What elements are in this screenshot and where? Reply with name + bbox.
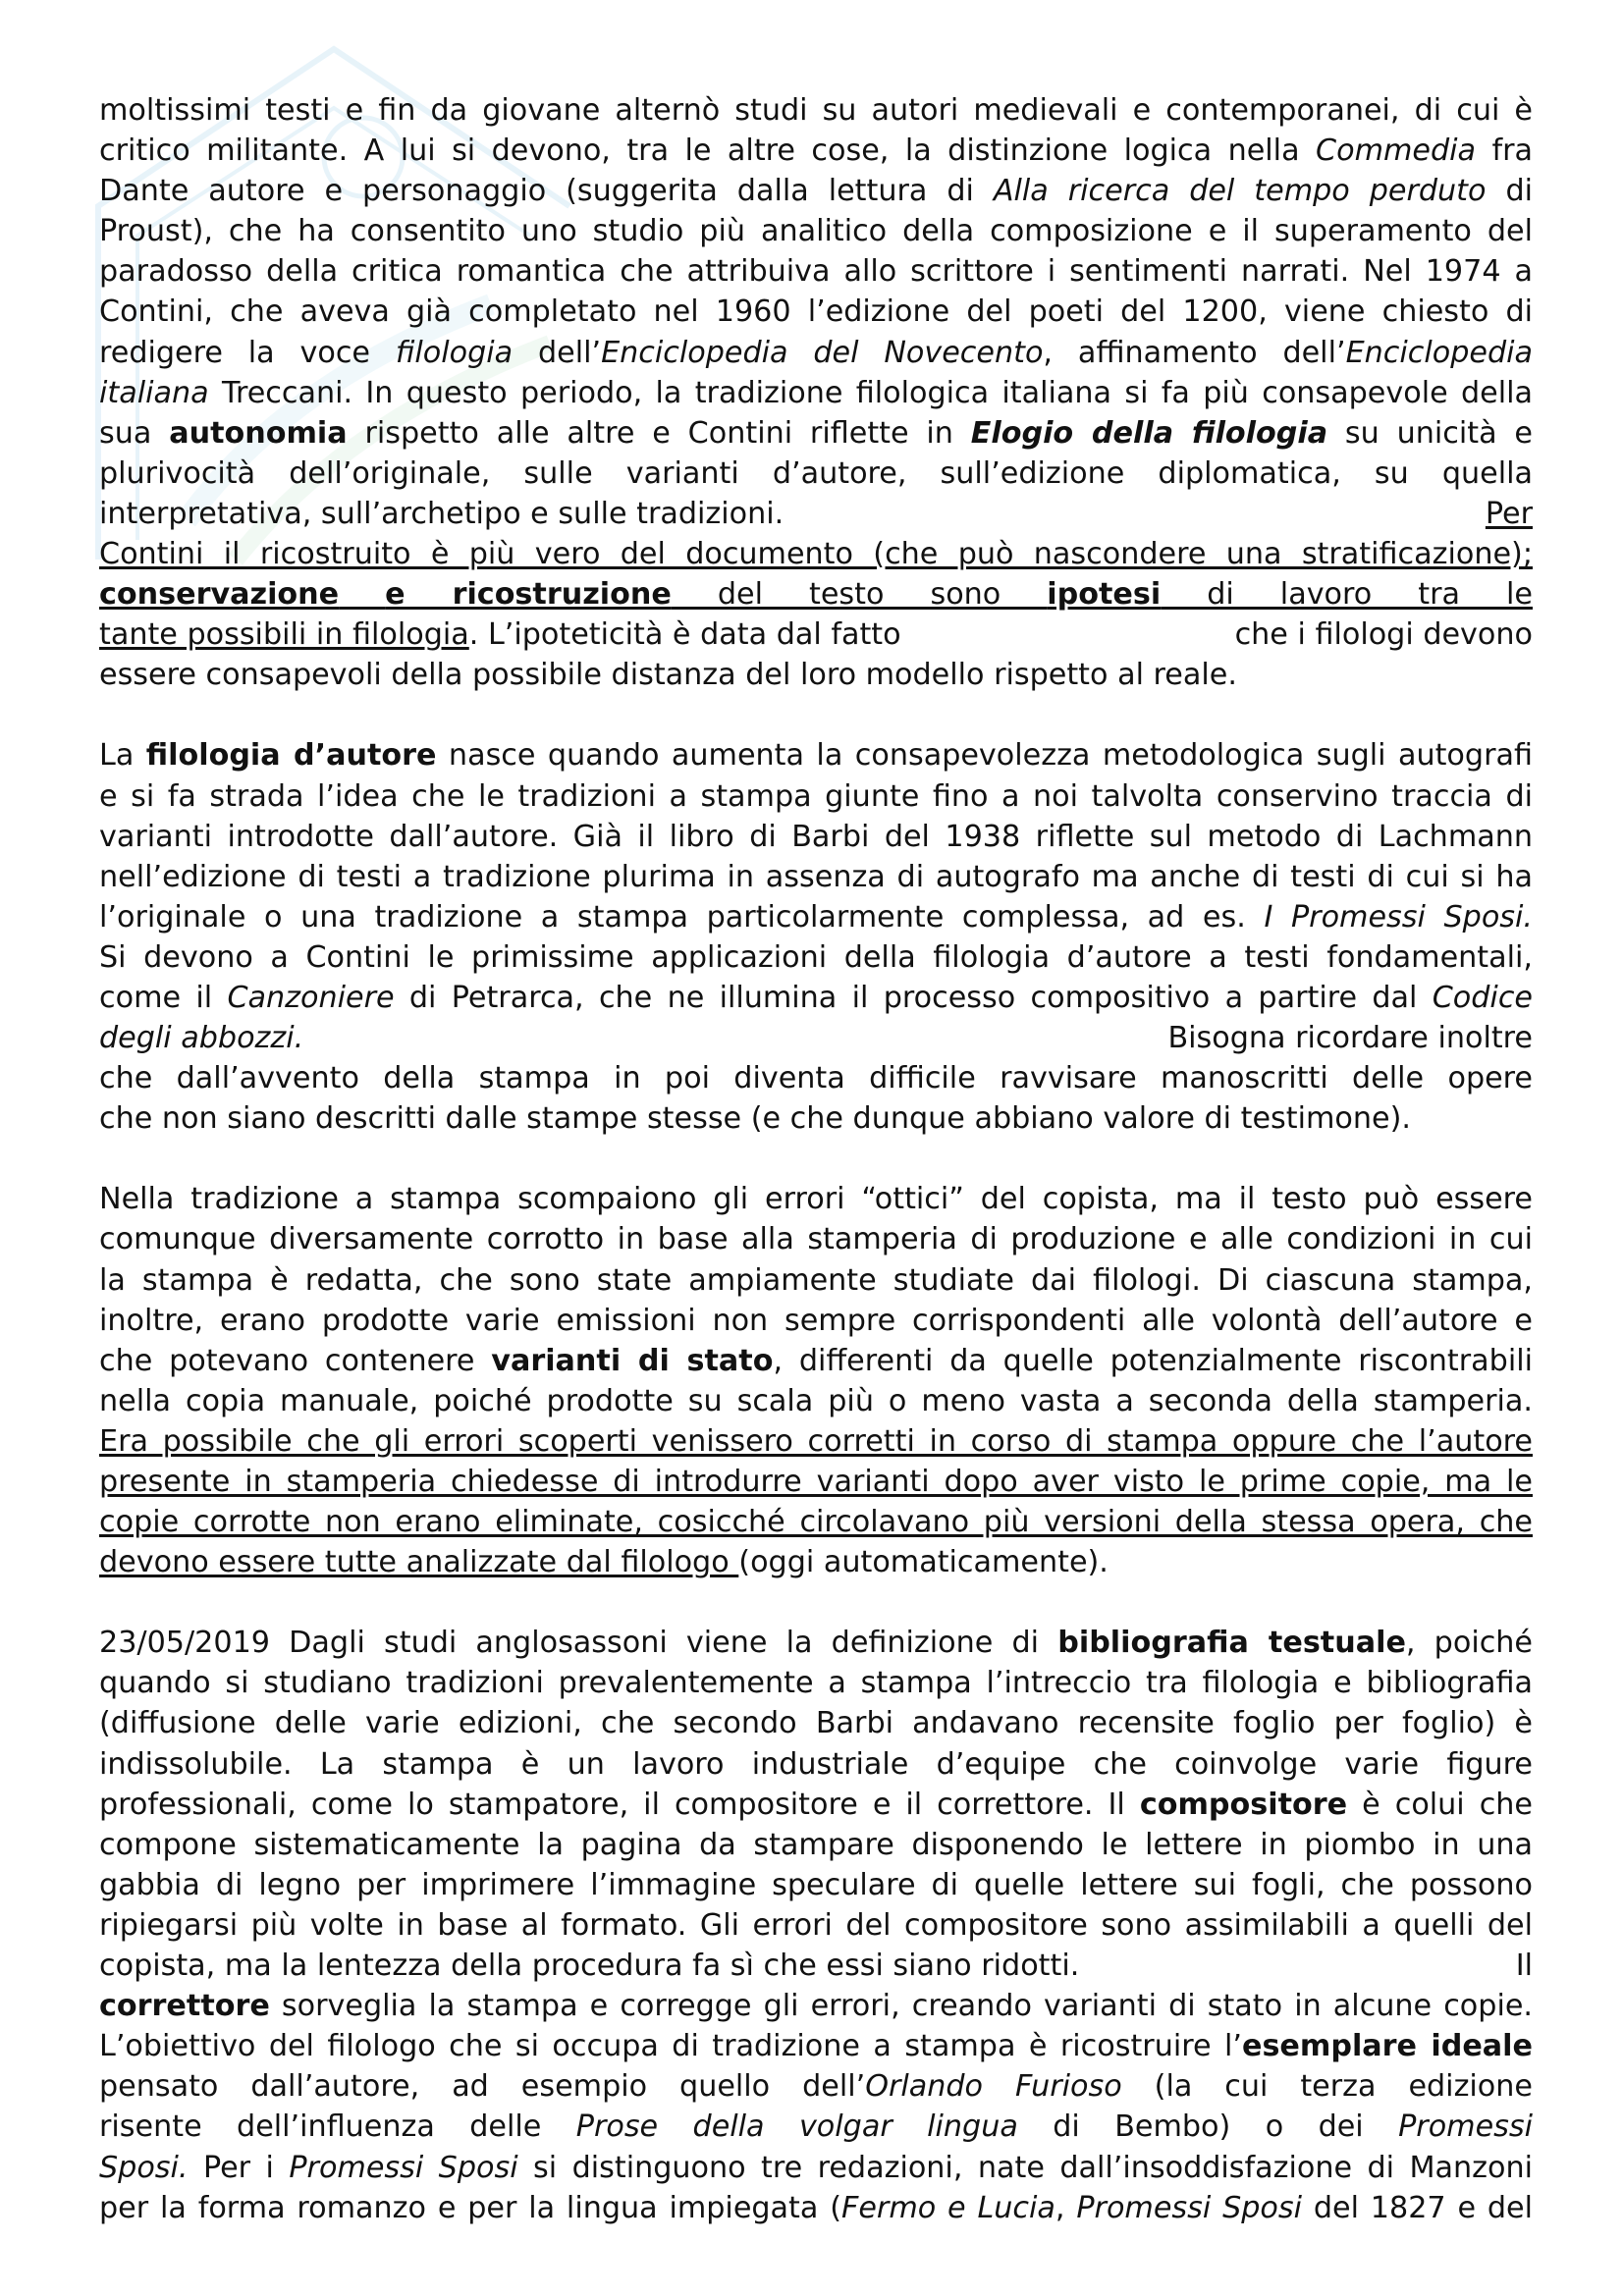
- paragraph-contini: [99, 90, 1533, 695]
- text-line: (diffusione delle varie edizioni, che secondo Barbi andavano recensite foglio per foglio) è: [99, 1706, 1533, 1741]
- paragraph-tradizione-stampa: [99, 1179, 1533, 1582]
- text-line: La filologia d’autore nasce quando aumenta la consapevolezza metodologica sugli autografi: [99, 738, 1533, 774]
- text-line: paradosso della critica romantica che attribuiva allo scrittore i sentimenti narrati. Nel 1974 a: [99, 254, 1533, 290]
- text-line: pensato dall’autore, ad esempio quello dell’Orlando Furioso (la cui terza edizione: [99, 2069, 1533, 2105]
- text-line: Sposi. Per i Promessi Sposi si distinguono tre redazioni, nate dall’insoddisfazione di Manzoni: [99, 2150, 1533, 2185]
- text-line: che potevano contenere varianti di stato, differenti da quelle potenzialmente riscontrabili: [99, 1343, 1533, 1378]
- text-line: comunque diversamente corrotto in base alla stamperia di produzione e alle condizioni in cui: [99, 1222, 1533, 1257]
- text-line: critico militante. A lui si devono, tra le altre cose, la distinzione logica nella Commedia fra: [99, 133, 1533, 169]
- text-line: Proust), che ha consentito uno studio più analitico della composizione e il superamento del: [99, 214, 1533, 249]
- text-line: ripiegarsi più volte in base al formato. Gli errori del compositore sono assimilabili a quelli del: [99, 1907, 1533, 1943]
- text-line: L’obiettivo del filologo che si occupa di tradizione a stampa è ricostruire l’esemplare ideale: [99, 2029, 1533, 2064]
- text-line: come il Canzoniere di Petrarca, che ne illumina il processo compositivo a partire dal Codice: [99, 980, 1533, 1015]
- paragraph-filologia-autore: [99, 735, 1533, 1139]
- text-line: indissolubile. La stampa è un lavoro industriale d’equipe che coinvolge varie figure: [99, 1746, 1533, 1782]
- text-line: copista, ma la lentezza della procedura fa sì che essi siano ridotti. Il: [99, 1949, 1533, 1984]
- text-line: tante possibili in filologia. L’ipoteticità è data dal fatto che i filologi devono: [99, 617, 1533, 653]
- text-line: Si devono a Contini le primissime applicazioni della filologia d’autore a testi fondamentali,: [99, 939, 1533, 975]
- text-line: correttore sorveglia la stampa e corregge gli errori, creando varianti di stato in alcune copie.: [99, 1989, 1533, 2024]
- text-line: Contini il ricostruito è più vero del documento (che può nascondere una stratificazione);: [99, 537, 1533, 572]
- text-line: degli abbozzi. Bisogna ricordare inoltre: [99, 1021, 1533, 1056]
- document-page: [99, 90, 1533, 2228]
- text-line: interpretativa, sull’archetipo e sulle tradizioni. Per: [99, 496, 1533, 531]
- text-line: conservazione e ricostruzione del testo sono ipotesi di lavoro tra le: [99, 577, 1533, 613]
- paragraph-bibliografia-testuale: [99, 1623, 1533, 2227]
- text-line: che non siano descritti dalle stampe stesse (e che dunque abbiano valore di testimone).: [99, 1101, 1411, 1137]
- text-line: quando si studiano tradizioni prevalentemente a stampa l’intreccio tra filologia e bibliografia: [99, 1666, 1533, 1701]
- text-line: per la forma romanzo e per la lingua impiegata (Fermo e Lucia, Promessi Sposi del 1827 e del: [99, 2190, 1533, 2225]
- text-line: italiana Treccani. In questo periodo, la tradizione filologica italiana si fa più consapevole della: [99, 375, 1533, 410]
- text-line: copie corrotte non erano eliminate, cosicché circolavano più versioni della stessa opera, che: [99, 1505, 1533, 1540]
- text-line: Nella tradizione a stampa scompaiono gli errori “ottici” del copista, ma il testo può essere: [99, 1182, 1533, 1217]
- text-line: sua autonomia rispetto alle altre e Contini riflette in Elogio della filologia su unicità e: [99, 415, 1533, 451]
- text-line: 23/05/2019 Dagli studi anglosassoni viene la definizione di bibliografia testuale, poiché: [99, 1626, 1534, 1661]
- text-line: che dall’avvento della stampa in poi diventa difficile ravvisare manoscritti delle opere: [99, 1061, 1533, 1096]
- text-line: gabbia di legno per imprimere l’immagine speculare di quelle lettere sui fogli, che possono: [99, 1867, 1533, 1902]
- text-line: devono essere tutte analizzate dal filologo (oggi automaticamente).: [99, 1545, 1109, 1580]
- text-line: nell’edizione di testi a tradizione plurima in assenza di autografo ma anche di testi di cui si ha: [99, 859, 1533, 894]
- text-line: moltissimi testi e fin da giovane alternò studi su autori medievali e contemporanei, di cui è: [99, 93, 1533, 128]
- text-line: essere consapevoli della possibile distanza del loro modello rispetto al reale.: [99, 658, 1237, 693]
- text-line: compone sistematicamente la pagina da stampare disponendo le lettere in piombo in una: [99, 1827, 1533, 1862]
- text-line: presente in stamperia chiedesse di introdurre varianti dopo aver visto le prime copie, ma le: [99, 1465, 1533, 1499]
- text-line: risente dell’influenza delle Prose della volgar lingua di Bembo) o dei Promessi: [99, 2109, 1533, 2145]
- text-line: varianti introdotte dall’autore. Già il libro di Barbi del 1938 riflette sul metodo di Lachmann: [99, 819, 1533, 854]
- text-line: Era possibile che gli errori scoperti venissero corretti in corso di stampa oppure che l’autore: [99, 1423, 1533, 1459]
- text-line: la stampa è redatta, che sono state ampiamente studiate dai filologi. Di ciascuna stampa,: [99, 1262, 1533, 1298]
- text-line: inoltre, erano prodotte varie emissioni non sempre corrispondenti alle volontà dell’autore e: [99, 1303, 1533, 1338]
- text-line: nella copia manuale, poiché prodotte su scala più o meno vasta a seconda della stamperia.: [99, 1383, 1533, 1418]
- text-line: redigere la voce filologia dell’Enciclopedia del Novecento, affinamento dell’Enciclopedia: [99, 335, 1533, 370]
- text-line: Dante autore e personaggio (suggerita dalla lettura di Alla ricerca del tempo perduto di: [99, 174, 1533, 209]
- text-line: professionali, come lo stampatore, il compositore e il correttore. Il compositore è colui che: [99, 1787, 1534, 1822]
- text-line: Contini, che aveva già completato nel 1960 l’edizione del poeti del 1200, viene chiesto di: [99, 294, 1533, 330]
- text-line: l’originale o una tradizione a stampa particolarmente complessa, ad es. I Promessi Sposi.: [99, 899, 1533, 934]
- text-line: e si fa strada l’idea che le tradizioni a stampa giunte fino a noi talvolta conservino traccia di: [99, 778, 1533, 814]
- text-line: plurivocità dell’originale, sulle varianti d’autore, sull’edizione diplomatica, su quella: [99, 455, 1533, 491]
